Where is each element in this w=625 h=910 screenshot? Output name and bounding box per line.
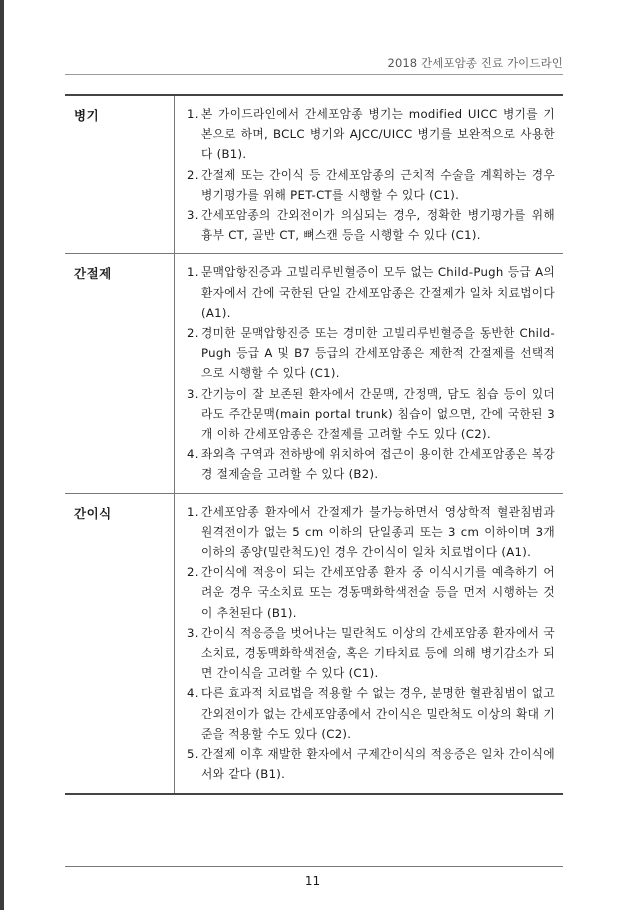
- recommendation-number: 2.: [187, 167, 199, 182]
- section-items: [175, 493, 564, 793]
- page-edge: [0, 0, 4, 910]
- footer-divider: [65, 866, 563, 867]
- section-items: [175, 254, 564, 493]
- recommendation-item: [187, 744, 555, 784]
- recommendation-item: [187, 323, 555, 384]
- recommendation-number: 1.: [187, 504, 199, 519]
- recommendation-item: [187, 562, 555, 623]
- page-number: 11: [304, 874, 321, 888]
- recommendation-item: [187, 205, 555, 245]
- recommendation-number: 4.: [187, 686, 199, 701]
- recommendation-item: [187, 104, 555, 165]
- recommendation-text: 간절제 이후 재발한 환자에서 구제간이식의 적응증은 일차 간이식에서와 같다 (B1).: [201, 747, 555, 782]
- header-divider: [65, 74, 563, 75]
- recommendation-text: 본 가이드라인에서 간세포암종 병기는 modified UICC 병기를 기본으로 하며, BCLC 병기와 AJCC/UICC 병기를 보완적으로 사용한다 (B1).: [201, 107, 555, 162]
- recommendation-text: 좌외측 구역과 전하방에 위치하여 접근이 용이한 간세포암종은 복강경 절제술을 고려할 수 있다 (B2).: [201, 447, 555, 482]
- guideline-table-body: [65, 95, 563, 794]
- guideline-table: [65, 94, 563, 795]
- recommendation-number: 4.: [187, 447, 199, 462]
- section-category: 간절제: [65, 254, 175, 493]
- recommendation-number: 2.: [187, 565, 199, 580]
- recommendation-number: 2.: [187, 326, 199, 341]
- recommendation-number: 3.: [187, 386, 199, 401]
- recommendation-number: 1.: [187, 107, 199, 121]
- section-row: [65, 493, 563, 793]
- section-items: [175, 95, 564, 254]
- recommendation-item: [187, 165, 555, 205]
- recommendation-number: 5.: [187, 747, 199, 762]
- recommendation-text: 간이식 적응증을 벗어나는 밀란척도 이상의 간세포암종 환자에서 국소치료, 경동맥화학색전술, 혹은 기타치료 등에 의해 병기감소가 되면 간이식을 고려할 수 있다 (C1).: [201, 625, 555, 681]
- recommendation-number: 3.: [187, 208, 199, 223]
- section-category: 간이식: [65, 493, 175, 793]
- recommendation-item: [187, 384, 555, 445]
- section-category: 병기: [65, 95, 175, 254]
- recommendation-text: 다른 효과적 치료법을 적용할 수 없는 경우, 분명한 혈관침범이 없고 간외전이가 없는 간세포암종에서 간이식은 밀란척도 이상의 확대 기준을 적용할 수도 있다 (C2).: [201, 686, 555, 741]
- recommendation-text: 간세포암종 환자에서 간절제가 불가능하면서 영상학적 혈관침범과 원격전이가 없는 5 cm 이하의 단일종괴 또는 3 cm 이하이며 3개 이하의 종양(밀란척도)인 경우 간이식이 일차 치료법이다 (A1).: [201, 504, 555, 560]
- recommendation-item: [187, 444, 555, 484]
- recommendation-item: [187, 262, 555, 323]
- section-row: [65, 254, 563, 493]
- recommendation-text: 간세포암종의 간외전이가 의심되는 경우, 정확한 병기평가를 위해 흉부 CT, 골반 CT, 뼈스캔 등을 시행할 수 있다 (C1).: [201, 208, 555, 243]
- recommendation-text: 문맥압항진증과 고빌리루빈혈증이 모두 없는 Child-Pugh 등급 A의 환자에서 간에 국한된 단일 간세포암종은 간절제가 일차 치료법이다 (A1).: [201, 265, 555, 320]
- recommendation-text: 간기능이 잘 보존된 환자에서 간문맥, 간정맥, 담도 침습 등이 있더라도 주간문맥(main portal trunk) 침습이 없으면, 간에 국한된 3개 이하 간세포암종은 간절제를 고려할 수도 있다 (C2).: [201, 386, 555, 442]
- recommendation-text: 경미한 문맥압항진증 또는 경미한 고빌리루빈혈증을 동반한 Child-Pugh 등급 A 및 B7 등급의 간세포암종은 제한적 간절제를 선택적으로 시행할 수 있다 (C1).: [201, 326, 555, 381]
- section-row: [65, 95, 563, 254]
- recommendation-text: 간절제 또는 간이식 등 간세포암종의 근치적 수술을 계획하는 경우 병기평가를 위해 PET-CT를 시행할 수 있다 (C1).: [201, 167, 555, 202]
- running-header-title: 2018 간세포암종 진료 가이드라인: [387, 56, 563, 70]
- recommendation-number: 3.: [187, 625, 199, 640]
- recommendation-item: [187, 502, 555, 563]
- recommendation-number: 1.: [187, 265, 199, 280]
- recommendation-item: [187, 683, 555, 744]
- recommendation-text: 간이식에 적응이 되는 간세포암종 환자 중 이식시기를 예측하기 어려운 경우 국소치료 또는 경동맥화학색전술 등을 먼저 시행하는 것이 추천된다 (B1).: [201, 565, 555, 620]
- recommendation-item: [187, 623, 555, 684]
